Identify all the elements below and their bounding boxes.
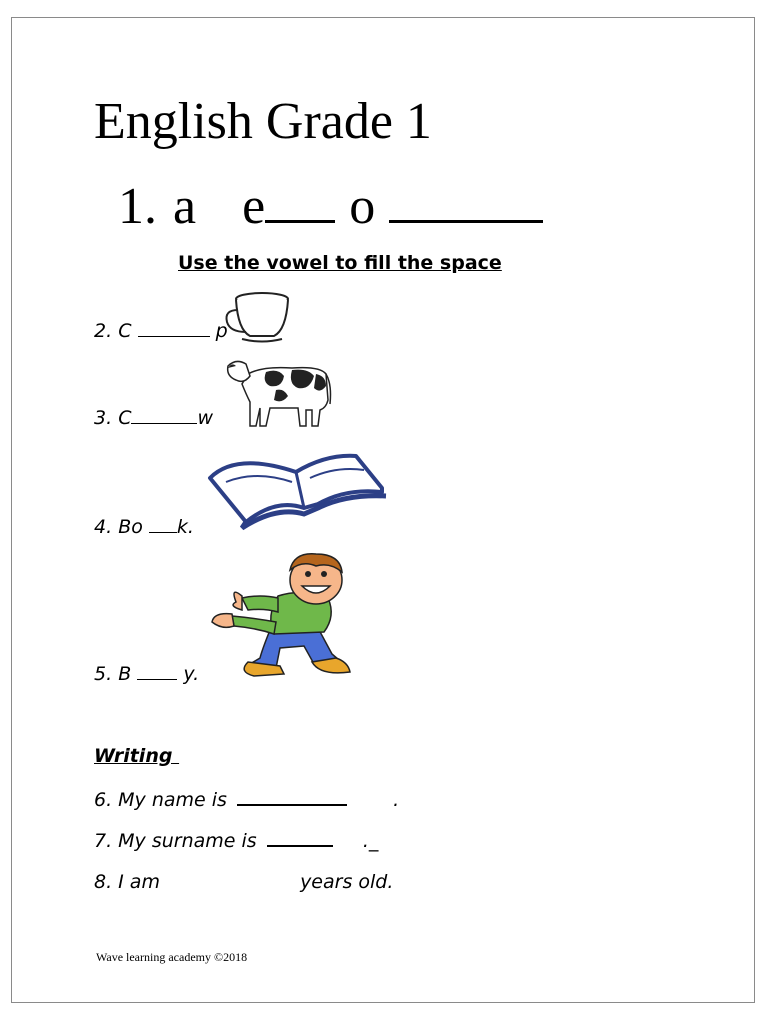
item-blank[interactable] [138,320,210,337]
boy-icon [208,550,358,682]
writing-line-age [94,871,393,893]
book-icon [206,448,390,532]
vowel-e: e [242,178,266,235]
item-after: k. [176,516,194,538]
vowel-line [118,178,543,235]
writing-line-label: 6. My name is [94,789,227,811]
vowel-blank-1 [265,182,335,223]
writing-line-end: . [393,789,400,811]
instruction: Use the vowel to fill the space [178,252,502,274]
footer-credit: Wave learning academy ©2018 [96,950,248,964]
item-before: C [118,407,132,429]
item-after: y. [183,663,200,685]
item-number: 2. [94,320,113,342]
item-number: 4. [94,516,113,538]
item-before: Bo [118,516,143,538]
writing-line-name [94,788,399,811]
writing-line-end: ._ [362,830,379,852]
item-boy [94,663,199,685]
cow-icon [222,354,334,430]
item-after: w [197,407,214,429]
writing-line-label: 8. I am [94,871,160,893]
writing-line-label: 7. My surname is [94,830,257,852]
cup-icon [222,290,294,344]
vowel-a: a [173,178,197,235]
item-number: 3. [94,407,113,429]
item-before: C [118,320,132,342]
item-after: p [215,320,228,342]
item-before: B [118,663,132,685]
writing-line-end: years old. [300,871,394,893]
item-cow [94,407,213,429]
vowel-o: o [349,178,376,235]
item-blank[interactable] [137,663,177,680]
item-cup [94,320,228,342]
item-book [94,516,194,538]
writing-heading [94,745,179,767]
name-field[interactable] [237,788,347,806]
vowel-line-number: 1. [118,178,157,235]
item-blank[interactable] [149,516,177,533]
writing-heading-text: Writing [94,745,173,767]
vowel-blank-2 [389,182,543,223]
item-blank[interactable] [131,407,197,424]
item-number: 5. [94,663,113,685]
page-title: English Grade 1 [94,93,432,150]
writing-line-surname [94,829,378,852]
surname-field[interactable] [267,829,333,847]
